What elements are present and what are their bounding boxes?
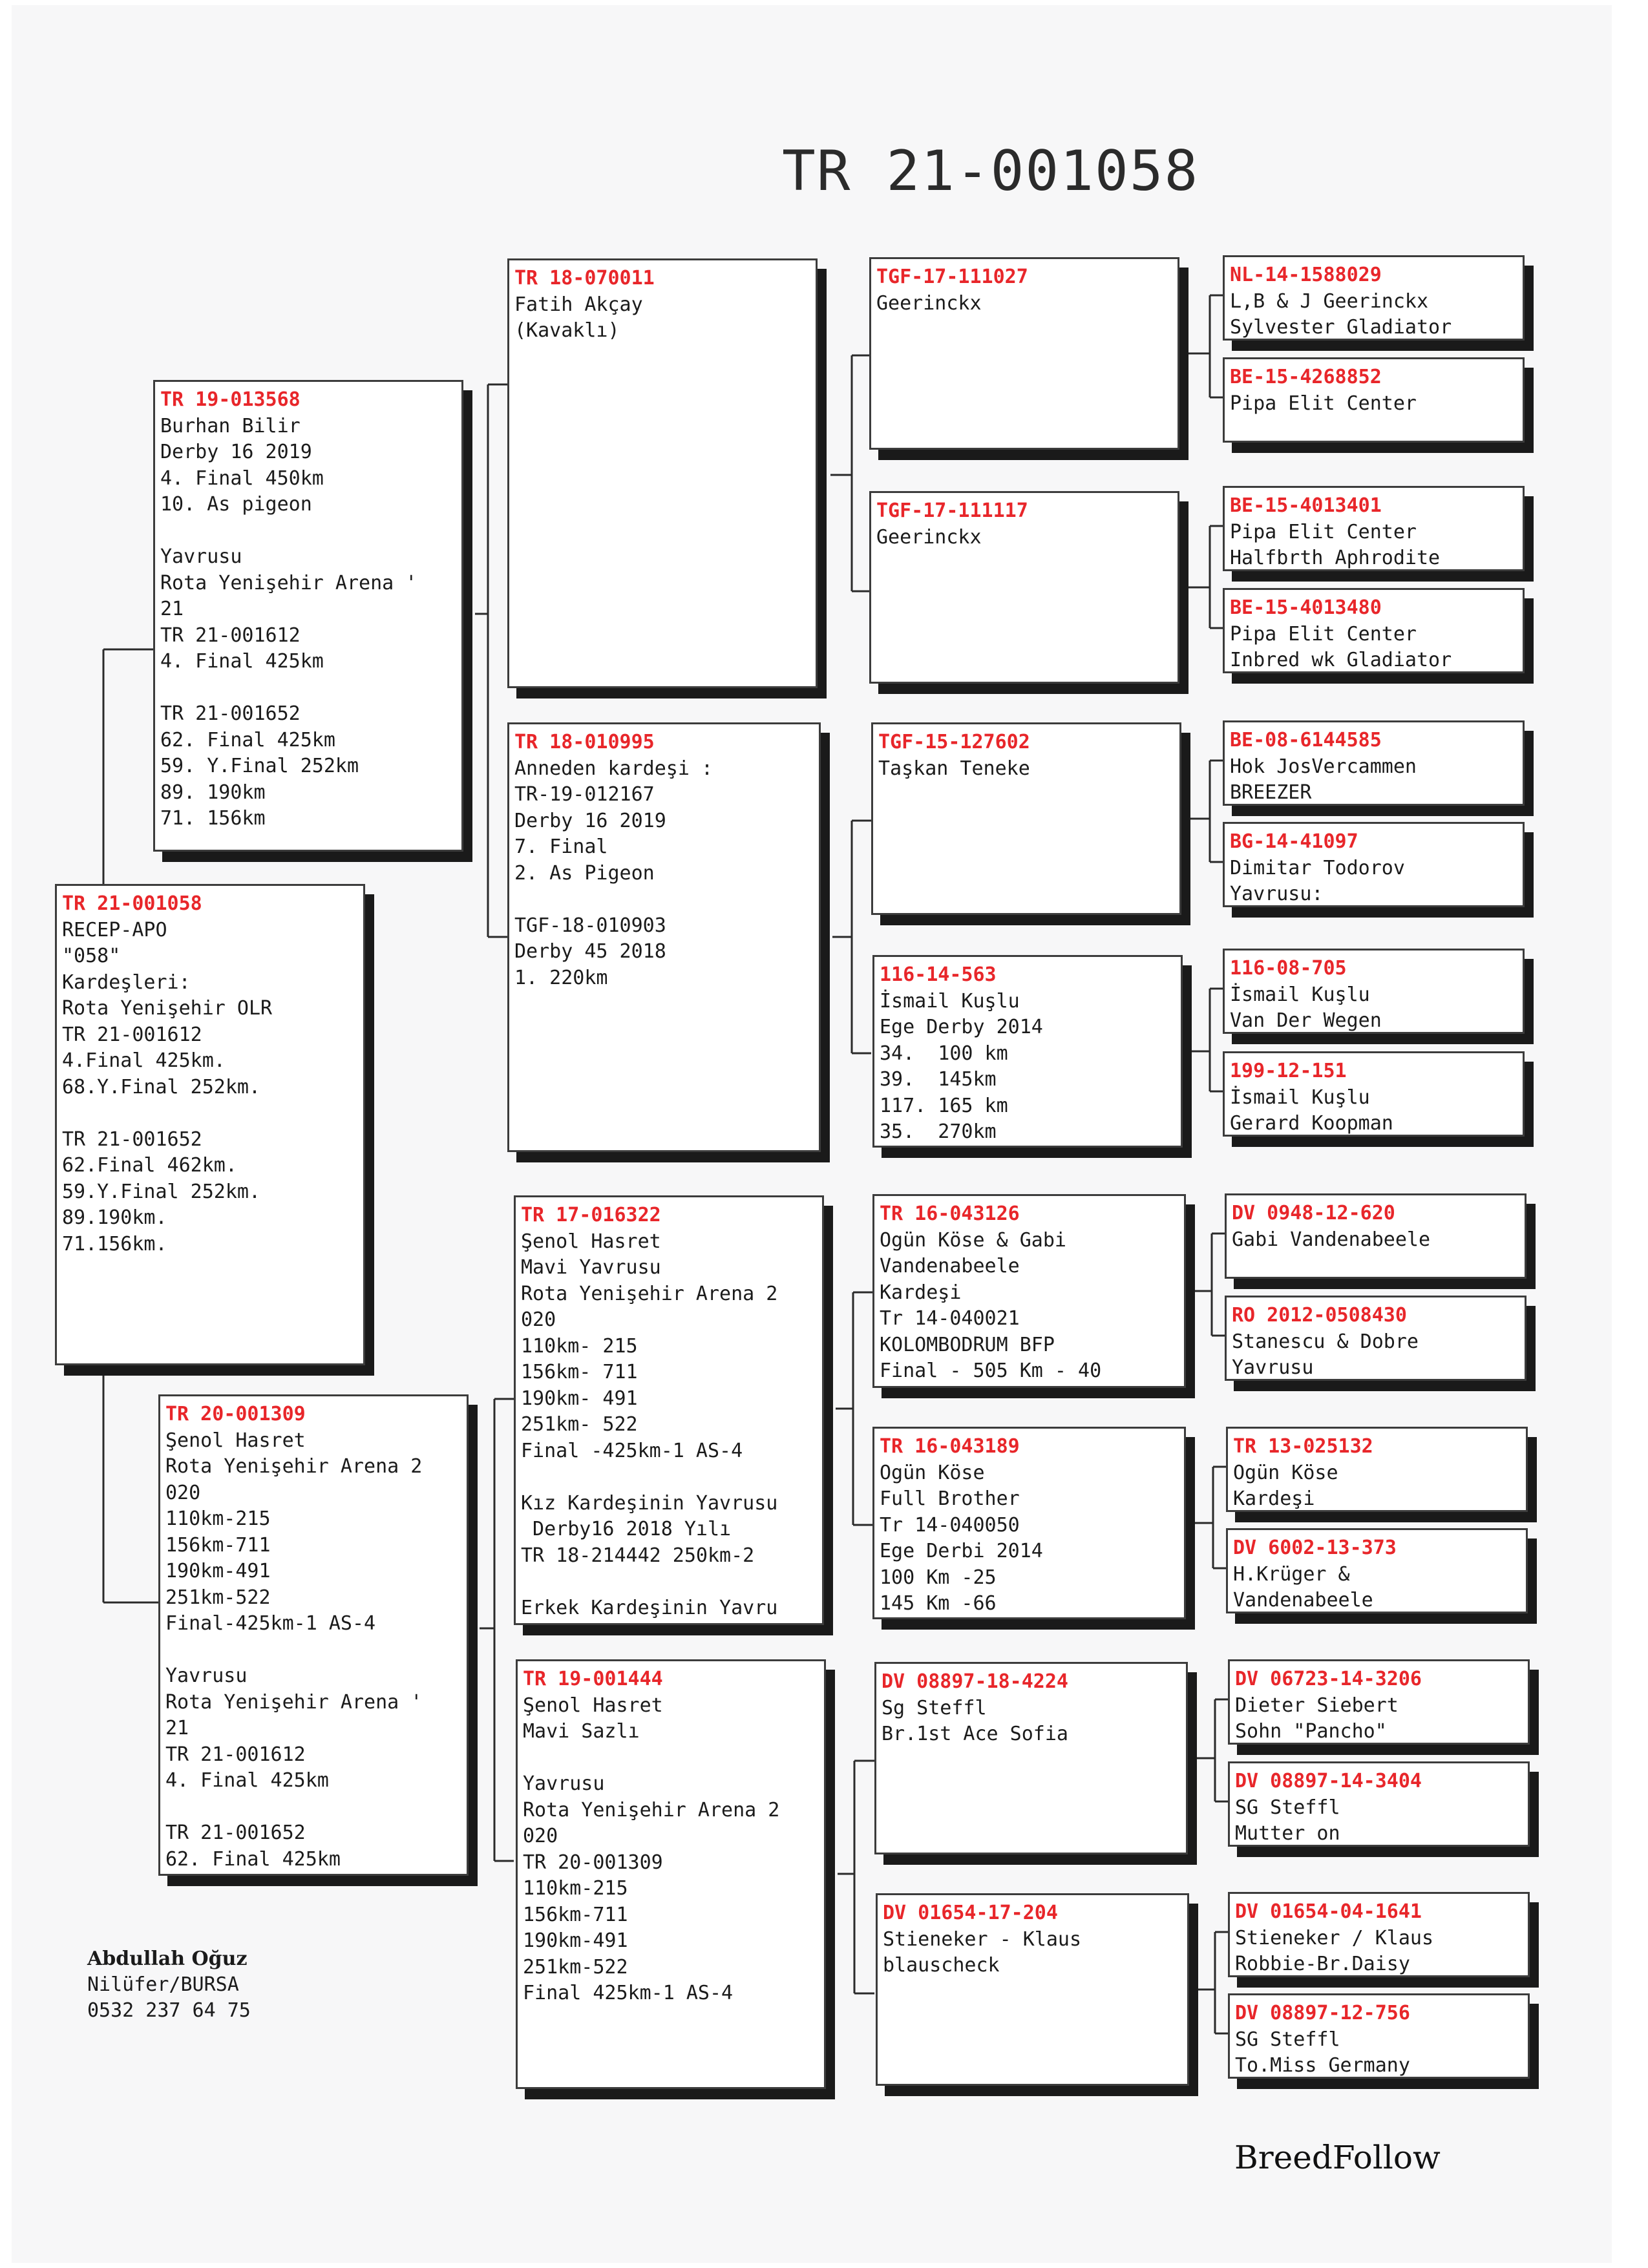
pedigree-line: TR 21-001652 xyxy=(165,1822,306,1844)
pedigree-line xyxy=(160,675,456,702)
pedigree-line: TR 18-214442 250km-2 xyxy=(521,1544,755,1567)
connector-gen4-3 xyxy=(1189,989,1223,1091)
pedigree-line: Gerard Koopman xyxy=(1230,1112,1393,1135)
pedigree-line xyxy=(165,1794,461,1821)
pedigree-card-gen5-8 xyxy=(1225,1193,1527,1279)
pedigree-line: Final-425km-1 AS-4 xyxy=(165,1612,376,1635)
pedigree-line: Ogün Köse xyxy=(880,1461,985,1484)
pedigree-line xyxy=(160,518,456,545)
ring-number: DV 08897-18-4224 xyxy=(882,1670,1068,1693)
pedigree-card-gen3-3 xyxy=(516,1659,826,2089)
pedigree-card-gen5-1 xyxy=(1223,357,1525,443)
pedigree-card-gen5-11 xyxy=(1226,1528,1528,1613)
pedigree-line: Kardeşi xyxy=(1233,1487,1315,1510)
pedigree-line: Kız Kardeşinin Yavrusu xyxy=(521,1491,778,1515)
pedigree-line: Final - 505 Km - 40 xyxy=(880,1360,1102,1382)
pedigree-line: (Kavaklı) xyxy=(514,319,620,342)
pedigree-line xyxy=(523,1745,819,1772)
ring-number: TGF-17-111027 xyxy=(876,266,1028,288)
pedigree-line: Anneden kardeşi : xyxy=(514,757,713,780)
pedigree-line: KOLOMBODRUM BFP xyxy=(880,1333,1055,1356)
pedigree-line: Tr 14-040021 xyxy=(880,1307,1020,1330)
pedigree-line: 71.156km. xyxy=(62,1232,167,1255)
pedigree-line: Derby 16 2019 xyxy=(160,441,312,463)
pedigree-line: TR 21-001612 xyxy=(62,1023,202,1046)
pedigree-line: Taşkan Teneke xyxy=(878,757,1030,780)
pedigree-card-gen3-2 xyxy=(514,1195,824,1625)
pedigree-card-sire xyxy=(153,380,463,852)
pedigree-line: Derby16 2018 Yılı xyxy=(521,1518,732,1540)
ring-number: TR 18-070011 xyxy=(514,267,655,289)
pedigree-card-gen5-7 xyxy=(1223,1051,1525,1137)
pedigree-line: Derby 45 2018 xyxy=(514,940,666,963)
pedigree-line: 190km-491 xyxy=(165,1560,271,1582)
pedigree-line: 4. Final 450km xyxy=(160,467,324,490)
ring-number: TR 20-001309 xyxy=(165,1403,306,1425)
pedigree-card-gen4-4 xyxy=(872,1194,1186,1388)
pedigree-card-dam xyxy=(158,1394,469,1876)
pedigree-line: Kardeşleri: xyxy=(62,971,191,994)
connector-dam xyxy=(480,1399,514,1861)
pedigree-line: Pipa Elit Center xyxy=(1230,392,1417,415)
connector-gen4-4 xyxy=(1192,1234,1225,1336)
pedigree-line: Fatih Akçay xyxy=(514,293,643,316)
ring-number: BG-14-41097 xyxy=(1230,830,1358,853)
ring-number: DV 0948-12-620 xyxy=(1232,1202,1395,1224)
pedigree-line: 251km-522 xyxy=(165,1586,271,1609)
pedigree-card-gen5-9 xyxy=(1225,1296,1527,1381)
connector-gen3-1 xyxy=(832,821,871,1053)
pedigree-line: Pipa Elit Center xyxy=(1230,520,1417,543)
pedigree-line: To.Miss Germany xyxy=(1235,2054,1410,2077)
owner-city: Nilüfer/BURSA xyxy=(87,1973,239,1996)
pedigree-card-gen5-3 xyxy=(1223,588,1525,673)
pedigree-line: 020 xyxy=(523,1825,558,1847)
owner-info xyxy=(87,1946,320,2024)
ring-number: TR 18-010995 xyxy=(514,731,655,753)
pedigree-line: Br.1st Ace Sofia xyxy=(882,1723,1068,1745)
pedigree-line: 145 Km -66 xyxy=(880,1592,997,1615)
ring-number: TGF-17-111117 xyxy=(876,499,1028,522)
pedigree-line: 156km-711 xyxy=(523,1903,628,1926)
pedigree-line: Geerinckx xyxy=(876,291,982,315)
pedigree-line: Vandenabeele xyxy=(1233,1589,1373,1612)
ring-number: TR 16-043189 xyxy=(880,1435,1020,1458)
pedigree-line: Rota Yenişehir Arena ' xyxy=(160,571,417,594)
pedigree-line: "058" xyxy=(62,945,121,967)
pedigree-card-gen4-5 xyxy=(872,1427,1186,1619)
pedigree-line: Inbred wk Gladiator xyxy=(1230,649,1452,671)
pedigree-card-subject xyxy=(55,884,365,1365)
connector-gen4-6 xyxy=(1194,1699,1228,1801)
pedigree-line xyxy=(514,887,814,913)
pedigree-line: Derby 16 2019 xyxy=(514,809,666,832)
pedigree-line: Erkek Kardeşinin Yavru xyxy=(521,1596,778,1619)
pedigree-line: TR 20-001309 xyxy=(523,1851,663,1874)
connector-gen4-0 xyxy=(1186,295,1223,397)
pedigree-line: Mavi Sazlı xyxy=(523,1720,640,1743)
pedigree-line: Van Der Wegen xyxy=(1230,1009,1382,1032)
pedigree-line: H.Krüger & xyxy=(1233,1562,1350,1586)
pedigree-line: Geerinckx xyxy=(876,525,982,549)
pedigree-card-gen5-13 xyxy=(1228,1761,1530,1847)
pedigree-line: Tr 14-040050 xyxy=(880,1513,1020,1537)
pedigree-line: Şenol Hasret xyxy=(521,1230,661,1253)
pedigree-card-gen3-1 xyxy=(507,722,821,1152)
pedigree-line: Rota Yenişehir Arena ' xyxy=(165,1690,423,1714)
pedigree-line: Dimitar Todorov xyxy=(1230,856,1405,879)
pedigree-line: 39. 145km xyxy=(880,1068,997,1091)
ring-number: BE-15-4268852 xyxy=(1230,366,1382,388)
owner-name: Abdullah Oğuz xyxy=(87,1948,248,1970)
pedigree-card-gen4-3 xyxy=(872,955,1183,1148)
pedigree-card-gen4-6 xyxy=(874,1662,1188,1854)
pedigree-line: Gabi Vandenabeele xyxy=(1232,1228,1431,1251)
pedigree-line: TGF-18-010903 xyxy=(514,914,666,937)
ring-number: DV 08897-12-756 xyxy=(1235,2002,1410,2024)
pedigree-line: 59.Y.Final 252km. xyxy=(62,1180,261,1203)
pedigree-line: Yavrusu xyxy=(1232,1356,1314,1379)
pedigree-line: Yavrusu: xyxy=(1230,883,1324,905)
connector-gen3-3 xyxy=(838,1761,874,1993)
pedigree-line xyxy=(165,1637,461,1664)
pedigree-line: 020 xyxy=(521,1308,556,1331)
connector-gen4-7 xyxy=(1196,1932,1228,2033)
pedigree-line: 251km- 522 xyxy=(521,1413,638,1436)
pedigree-line: 62. Final 425km xyxy=(165,1847,341,1871)
pedigree-line: Şenol Hasret xyxy=(523,1694,663,1717)
pedigree-line: 89. 190km xyxy=(160,781,266,804)
pedigree-line: Mavi Yavrusu xyxy=(521,1256,661,1279)
connector-sire xyxy=(475,384,507,937)
pedigree-line: 4.Final 425km. xyxy=(62,1049,226,1072)
pedigree-line: SG Steffl xyxy=(1235,2028,1340,2051)
pedigree-line: Stanescu & Dobre xyxy=(1232,1330,1419,1353)
ring-number: NL-14-1588029 xyxy=(1230,264,1382,286)
pedigree-line: Kardeşi xyxy=(880,1281,962,1304)
ring-number: DV 01654-17-204 xyxy=(883,1902,1058,1924)
pedigree-line: 110km- 215 xyxy=(521,1334,638,1358)
connector-gen4-2 xyxy=(1188,761,1223,862)
pedigree-line: Rota Yenişehir Arena 2 xyxy=(521,1282,778,1305)
ring-number: TR 13-025132 xyxy=(1233,1435,1373,1458)
pedigree-line: 156km- 711 xyxy=(521,1361,638,1383)
pedigree-line: Şenol Hasret xyxy=(165,1429,306,1452)
pedigree-line: İsmail Kuşlu xyxy=(1230,1086,1370,1109)
pedigree-card-gen5-12 xyxy=(1228,1659,1530,1745)
pedigree-line: 21 xyxy=(160,598,184,620)
ring-number: RO 2012-0508430 xyxy=(1232,1304,1407,1327)
pedigree-line xyxy=(62,1100,358,1127)
pedigree-line: Yavrusu xyxy=(165,1664,248,1687)
pedigree-card-gen3-0 xyxy=(507,258,818,688)
pedigree-line: 7. Final xyxy=(514,835,608,858)
pedigree-line: 68.Y.Final 252km. xyxy=(62,1075,261,1098)
connector-gen4-1 xyxy=(1186,526,1223,628)
pedigree-line xyxy=(521,1569,817,1595)
pedigree-line: BREEZER xyxy=(1230,781,1312,804)
ring-number: DV 08897-14-3404 xyxy=(1235,1770,1422,1792)
pedigree-line: İsmail Kuşlu xyxy=(1230,983,1370,1006)
pedigree-line: RECEP-APO xyxy=(62,918,167,941)
ring-number: 199-12-151 xyxy=(1230,1060,1347,1082)
pedigree-line: Rota Yenişehir Arena 2 xyxy=(523,1798,780,1822)
pedigree-card-gen4-0 xyxy=(869,257,1179,450)
pedigree-line: 62.Final 462km. xyxy=(62,1154,237,1177)
pedigree-line: TR 21-001612 xyxy=(165,1743,306,1766)
pedigree-card-gen5-14 xyxy=(1228,1892,1530,1977)
brand-logo: BreedFollow xyxy=(1234,2139,1441,2176)
pedigree-line: TR 21-001652 xyxy=(160,702,301,725)
pedigree-line: İsmail Kuşlu xyxy=(880,989,1020,1013)
connector-gen4-5 xyxy=(1192,1467,1226,1568)
pedigree-line: Ege Derby 2014 xyxy=(880,1016,1043,1038)
ring-number: TGF-15-127602 xyxy=(878,731,1030,753)
pedigree-line: 1. 220km xyxy=(514,966,608,989)
pedigree-line: 100 Km -25 xyxy=(880,1566,997,1589)
ring-number: DV 01654-04-1641 xyxy=(1235,1900,1422,1923)
ring-number: BE-15-4013401 xyxy=(1230,494,1382,517)
pedigree-card-gen4-1 xyxy=(869,491,1179,684)
pedigree-line: Stieneker / Klaus xyxy=(1235,1926,1434,1949)
ring-number: TR 21-001058 xyxy=(62,892,202,915)
pedigree-card-gen5-10 xyxy=(1226,1427,1528,1512)
pedigree-line: 62. Final 425km xyxy=(160,728,335,751)
pedigree-card-gen4-7 xyxy=(876,1893,1189,2086)
pedigree-line: Hok JosVercammen xyxy=(1230,755,1417,778)
ring-number: 116-08-705 xyxy=(1230,957,1347,980)
pedigree-line: Sohn "Pancho" xyxy=(1235,1720,1387,1743)
pedigree-line: Yavrusu xyxy=(523,1772,605,1795)
pedigree-line: Mutter on xyxy=(1235,1822,1340,1845)
ring-number: TR 17-016322 xyxy=(521,1204,661,1226)
pedigree-card-gen5-15 xyxy=(1228,1993,1530,2079)
pedigree-line: 2. As Pigeon xyxy=(514,861,655,885)
pedigree-card-gen5-0 xyxy=(1223,255,1525,341)
pedigree-line: 59. Y.Final 252km xyxy=(160,755,359,777)
pedigree-line: 71. 156km xyxy=(160,807,266,830)
pedigree-line: Final -425km-1 AS-4 xyxy=(521,1439,743,1462)
pedigree-card-gen5-6 xyxy=(1223,949,1525,1034)
pedigree-line: Rota Yenişehir OLR xyxy=(62,997,273,1020)
pedigree-card-gen5-5 xyxy=(1223,822,1525,907)
ring-number: DV 6002-13-373 xyxy=(1233,1537,1397,1559)
pedigree-line: 020 xyxy=(165,1481,201,1504)
pedigree-line: 251km-522 xyxy=(523,1955,628,1979)
pedigree-card-gen4-2 xyxy=(871,722,1181,915)
ring-number: TR 19-001444 xyxy=(523,1668,663,1690)
owner-phone: 0532 237 64 75 xyxy=(87,1999,251,2022)
pedigree-line: Ege Derbi 2014 xyxy=(880,1540,1043,1562)
pedigree-line: 34. 100 km xyxy=(880,1042,1008,1065)
pedigree-line: Pipa Elit Center xyxy=(1230,622,1417,646)
pedigree-line: 35. 270km xyxy=(880,1120,997,1143)
pedigree-line: L,B & J Geerinckx xyxy=(1230,289,1429,313)
pedigree-line: Rota Yenişehir Arena 2 xyxy=(165,1455,423,1478)
pedigree-line: Vandenabeele xyxy=(880,1255,1020,1277)
pedigree-line: Ogün Köse xyxy=(1233,1461,1338,1484)
pedigree-line: Yavrusu xyxy=(160,545,242,568)
pedigree-line: 190km- 491 xyxy=(521,1387,638,1410)
pedigree-card-gen5-4 xyxy=(1223,720,1525,806)
connector-gen3-2 xyxy=(836,1292,872,1525)
pedigree-line: Stieneker - Klaus xyxy=(883,1927,1082,1951)
pedigree-line: 156km-711 xyxy=(165,1533,271,1557)
document-title: TR 21-001058 xyxy=(782,139,1199,204)
pedigree-line: Dieter Siebert xyxy=(1235,1694,1399,1717)
pedigree-line: 117. 165 km xyxy=(880,1094,1008,1117)
pedigree-line: Robbie-Br.Daisy xyxy=(1235,1953,1410,1975)
pedigree-line: 89.190km. xyxy=(62,1206,167,1229)
pedigree-line: TR 21-001612 xyxy=(160,624,301,647)
pedigree-line: 4. Final 425km xyxy=(160,650,324,673)
pedigree-card-gen5-2 xyxy=(1223,486,1525,571)
pedigree-line: Sg Steffl xyxy=(882,1696,987,1719)
ring-number: 116-14-563 xyxy=(880,963,997,986)
pedigree-line xyxy=(521,1464,817,1491)
ring-number: BE-08-6144585 xyxy=(1230,729,1382,751)
pedigree-line: Sylvester Gladiator xyxy=(1230,316,1452,339)
ring-number: DV 06723-14-3206 xyxy=(1235,1668,1422,1690)
pedigree-line: 110km-215 xyxy=(165,1507,271,1530)
pedigree-line: TR 21-001652 xyxy=(62,1128,202,1151)
pedigree-line: Full Brother xyxy=(880,1487,1020,1510)
pedigree-line: 21 xyxy=(165,1717,189,1739)
connector-gen3-0 xyxy=(830,355,869,591)
pedigree-line: 190km-491 xyxy=(523,1929,628,1952)
pedigree-line: 4. Final 425km xyxy=(165,1769,329,1792)
pedigree-line: 110km-215 xyxy=(523,1877,628,1900)
ring-number: BE-15-4013480 xyxy=(1230,596,1382,619)
ring-number: TR 16-043126 xyxy=(880,1202,1020,1225)
pedigree-line: 10. As pigeon xyxy=(160,493,312,516)
pedigree-line: Ogün Köse & Gabi xyxy=(880,1228,1066,1252)
pedigree-line: Burhan Bilir xyxy=(160,414,301,437)
pedigree-line: SG Steffl xyxy=(1235,1796,1340,1819)
ring-number: TR 19-013568 xyxy=(160,388,301,411)
pedigree-line: Final 425km-1 AS-4 xyxy=(523,1982,734,2004)
pedigree-line: blauscheck xyxy=(883,1954,1000,1977)
pedigree-line: TR-19-012167 xyxy=(514,783,655,806)
pedigree-line: Halfbrth Aphrodite xyxy=(1230,547,1441,569)
